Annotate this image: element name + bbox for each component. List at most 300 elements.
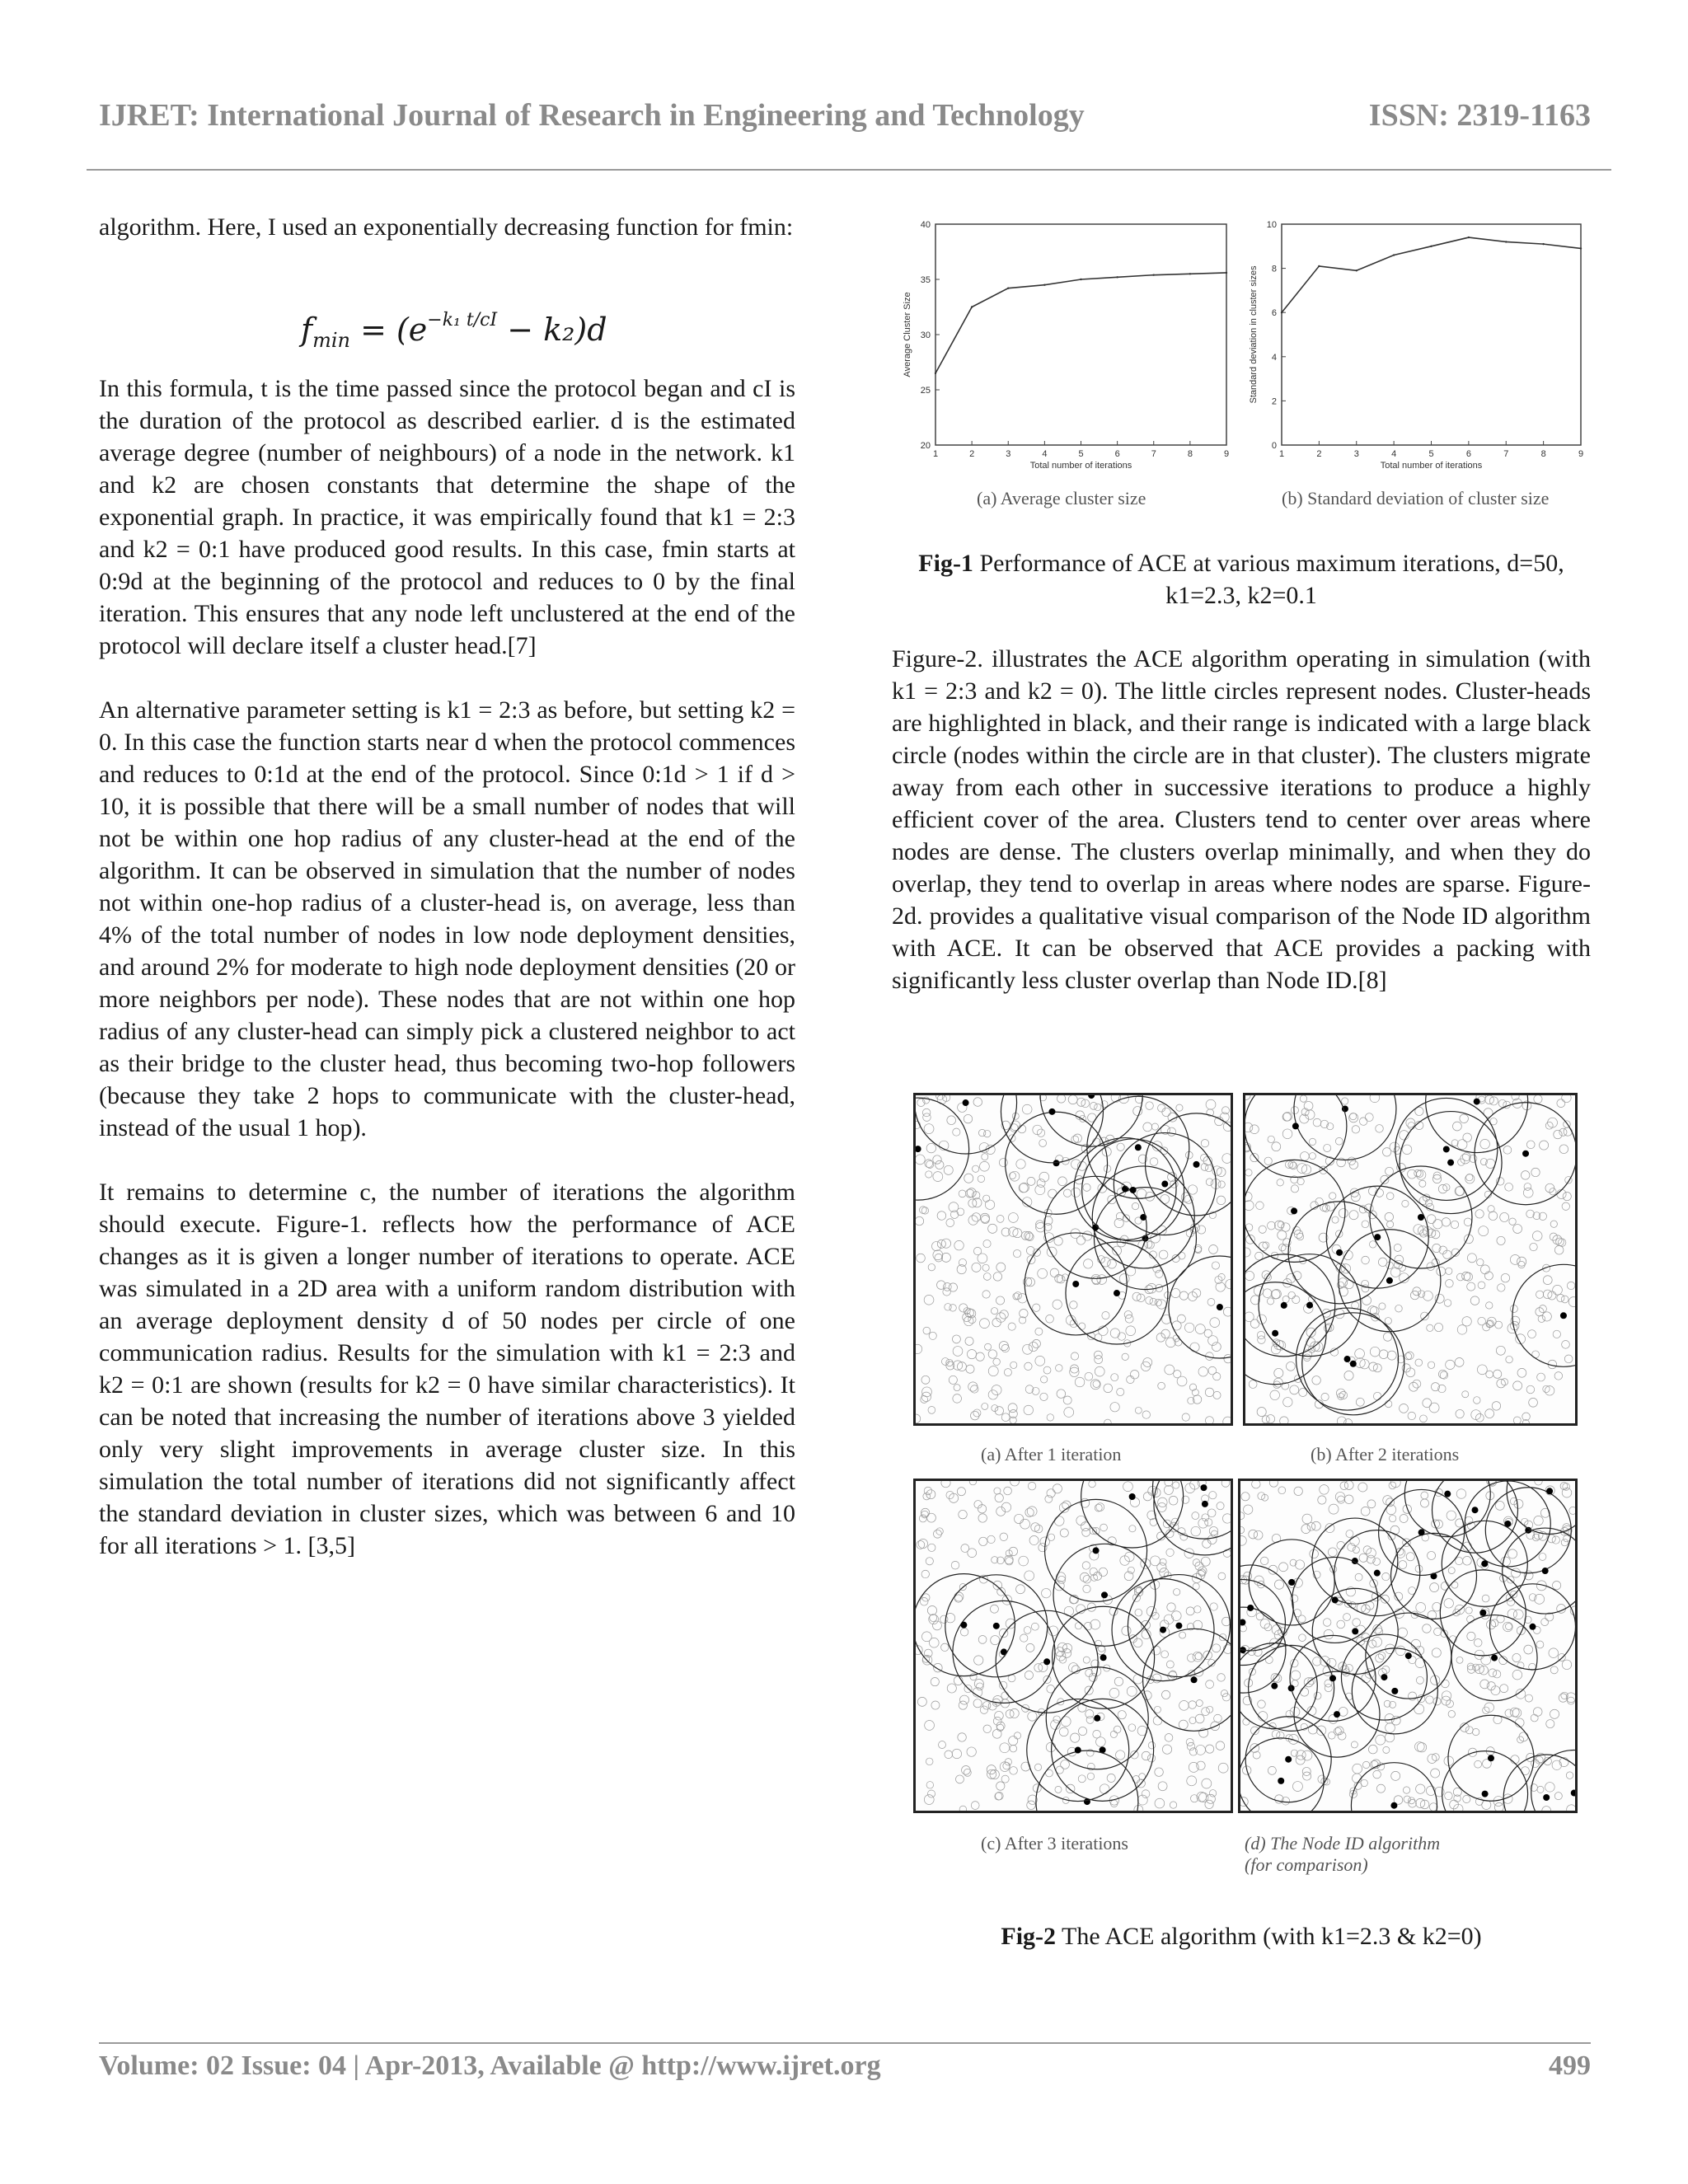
cluster-head-dot	[1285, 1756, 1292, 1763]
node-circle	[1028, 1482, 1036, 1490]
fig1-caption-text: Performance of ACE at various maximum iterations, d=50, k1=2.3, k2=0.1	[973, 550, 1564, 609]
node-circle	[1541, 1619, 1549, 1626]
node-circle	[1165, 1734, 1173, 1742]
node-circle	[1095, 1356, 1103, 1364]
node-circle	[1016, 1160, 1025, 1169]
node-circle	[1189, 1717, 1196, 1723]
node-circle	[953, 1394, 962, 1404]
node-circle	[1552, 1582, 1560, 1590]
node-circle	[959, 1510, 967, 1518]
node-circle	[933, 1172, 943, 1182]
data-point-b	[1505, 241, 1507, 242]
node-circle	[1223, 1417, 1231, 1423]
cluster-head-dot	[1100, 1654, 1107, 1661]
node-circle	[1324, 1144, 1331, 1151]
node-circle	[1082, 1562, 1090, 1569]
node-circle	[1249, 1380, 1257, 1389]
node-circle	[1216, 1282, 1225, 1291]
node-circle	[994, 1488, 1001, 1494]
node-circle	[1486, 1371, 1493, 1378]
node-circle	[1535, 1481, 1542, 1485]
data-point-b	[1468, 237, 1470, 238]
journal-title: IJRET: International Journal of Research in Engineering and Technology	[99, 98, 1085, 133]
cluster-head-dot	[1482, 1791, 1489, 1797]
node-circle	[1524, 1183, 1531, 1191]
node-circle	[1193, 1620, 1203, 1629]
node-circle	[1463, 1133, 1472, 1142]
node-circle	[1355, 1573, 1362, 1581]
node-circle	[1084, 1259, 1093, 1268]
node-circle	[1125, 1315, 1133, 1323]
node-circle	[1201, 1557, 1210, 1566]
node-circle	[1557, 1294, 1564, 1301]
node-circle	[1542, 1807, 1551, 1811]
paragraph-alternative-setting: An alternative parameter setting is k1 = 2:3 as before, but setting k2 = 0. In this case the function starts near d when the protocol commences and reduces to 0:1d at the end of the protocol. Since 0:1d > 1 if d > 10, it is possible that there will be a small number of nodes that will not be within one hop radius of any cluster-head at the end of the algorithm. It can be observed in simulation that the number of nodes not within one-hop radius of a cluster-head is, on average, less than 4% of the total number of nodes in low node deployment densities, and around 2% for moderate to high node deployment densities (20 or more neighbors per node). These nodes that are not within one hop radius of any cluster-head can simply pick a clustered neighbor to act as their bridge to the cluster head, thus becoming two-hop followers (because they take 2 hops to communicate with the cluster-head, instead of the usual 1 hop).	[99, 696, 795, 1141]
node-circle	[1373, 1770, 1381, 1779]
node-circle	[959, 1190, 966, 1197]
node-circle	[1309, 1153, 1315, 1160]
fig2-label-d-line1: (d) The Node ID algorithm	[1245, 1833, 1441, 1854]
node-circle	[1258, 1700, 1266, 1708]
node-circle	[1387, 1351, 1396, 1360]
node-circle	[1278, 1230, 1287, 1240]
node-circle	[1501, 1273, 1510, 1282]
cluster-head-dot	[1560, 1312, 1567, 1319]
node-circle	[1198, 1226, 1206, 1234]
node-circle	[1142, 1751, 1151, 1760]
node-circle	[1329, 1504, 1339, 1514]
node-circle	[1060, 1529, 1068, 1537]
formula-rhs-prefix: = (e	[360, 312, 428, 348]
cluster-head-dot	[1175, 1623, 1182, 1629]
node-circle	[1095, 1104, 1101, 1110]
node-circle	[1209, 1790, 1217, 1797]
node-circle	[1359, 1554, 1367, 1562]
x-tick-label-a: 8	[1187, 449, 1193, 459]
node-circle	[1240, 1512, 1245, 1520]
node-circle	[925, 1721, 935, 1731]
data-point-b	[1318, 265, 1320, 267]
node-circle	[1455, 1358, 1464, 1367]
node-circle	[1456, 1657, 1463, 1663]
node-circle	[1525, 1694, 1532, 1702]
node-circle	[990, 1605, 998, 1613]
node-circle	[1165, 1338, 1175, 1347]
node-circle	[978, 1254, 987, 1263]
node-circle	[1492, 1402, 1500, 1410]
node-circle	[1104, 1384, 1113, 1393]
node-circle	[1174, 1589, 1180, 1596]
fig2-label-c: (c) After 3 iterations	[981, 1833, 1128, 1854]
cluster-head-dot	[1101, 1591, 1108, 1598]
node-circle	[987, 1535, 995, 1543]
node-circle	[1083, 1585, 1090, 1592]
node-circle	[1001, 1344, 1009, 1352]
node-circle	[1070, 1301, 1077, 1309]
node-circle	[935, 1160, 944, 1169]
node-circle	[1068, 1095, 1077, 1104]
node-circle	[1438, 1184, 1447, 1193]
node-circle	[1274, 1580, 1283, 1589]
cluster-head-dot	[1443, 1146, 1450, 1152]
node-circle	[968, 1315, 976, 1323]
cluster-range-circle	[1531, 1750, 1575, 1811]
node-circle	[1198, 1367, 1207, 1376]
node-circle	[1186, 1607, 1194, 1615]
x-tick-label-a: 9	[1223, 449, 1230, 459]
node-circle	[1378, 1652, 1386, 1660]
node-circle	[1369, 1362, 1378, 1371]
cluster-head-dot	[1546, 1488, 1553, 1494]
node-circle	[1003, 1762, 1010, 1769]
node-circle	[1512, 1670, 1522, 1680]
node-circle	[964, 1114, 972, 1122]
node-circle	[1213, 1391, 1221, 1399]
node-circle	[1090, 1102, 1097, 1109]
y-tick-label-a: 20	[920, 441, 931, 451]
node-circle	[1550, 1709, 1559, 1718]
cluster-head-dot	[1240, 1619, 1245, 1626]
node-circle	[1157, 1502, 1166, 1511]
node-circle	[1356, 1398, 1364, 1406]
node-circle	[1083, 1183, 1090, 1191]
cluster-range-circle	[916, 1098, 969, 1200]
node-circle	[1526, 1141, 1535, 1149]
node-circle	[997, 1587, 1006, 1596]
node-circle	[1109, 1688, 1119, 1698]
node-circle	[978, 1129, 985, 1136]
node-circle	[1000, 1762, 1010, 1772]
node-circle	[1517, 1368, 1526, 1377]
node-circle	[1143, 1358, 1152, 1367]
node-circle	[993, 1717, 1001, 1725]
node-circle	[957, 1208, 964, 1216]
node-circle	[1367, 1500, 1376, 1508]
node-circle	[1122, 1626, 1131, 1635]
node-circle	[928, 1407, 935, 1414]
node-circle	[917, 1697, 926, 1706]
node-circle	[1562, 1488, 1572, 1497]
series-line-a	[935, 273, 1226, 373]
node-circle	[1138, 1240, 1148, 1250]
node-circle	[1064, 1408, 1074, 1418]
y-tick-label-a: 35	[920, 275, 931, 285]
node-circle	[1151, 1556, 1160, 1566]
x-tick-label-a: 2	[969, 449, 975, 459]
node-circle	[1301, 1525, 1311, 1534]
node-circle	[1537, 1373, 1545, 1381]
node-circle	[1116, 1750, 1125, 1760]
node-circle	[1500, 1212, 1509, 1221]
node-circle	[1415, 1359, 1423, 1366]
node-circle	[1244, 1505, 1253, 1514]
node-circle	[1164, 1615, 1174, 1624]
node-circle	[1316, 1726, 1325, 1735]
node-circle	[1532, 1231, 1542, 1241]
node-circle	[1466, 1174, 1473, 1180]
node-circle	[1379, 1303, 1386, 1310]
node-circle	[1300, 1688, 1308, 1696]
node-circle	[1562, 1095, 1571, 1103]
node-circle	[968, 1382, 978, 1391]
node-circle	[944, 1165, 953, 1174]
cluster-head-dot	[1329, 1675, 1336, 1681]
node-circle	[1443, 1184, 1450, 1191]
node-circle	[1385, 1400, 1391, 1407]
node-circle	[982, 1264, 989, 1271]
node-circle	[1498, 1099, 1506, 1107]
node-circle	[1161, 1651, 1169, 1658]
node-circle	[996, 1782, 1005, 1790]
node-circle	[1034, 1764, 1041, 1770]
node-circle	[1304, 1101, 1313, 1110]
node-circle	[1448, 1568, 1455, 1574]
node-circle	[1491, 1619, 1498, 1627]
node-circle	[1076, 1516, 1085, 1525]
node-circle	[1489, 1212, 1498, 1221]
data-point-a	[1080, 279, 1081, 280]
node-circle	[1210, 1318, 1220, 1328]
node-circle	[1033, 1304, 1040, 1311]
node-circle	[1135, 1407, 1142, 1413]
node-circle	[1372, 1637, 1382, 1647]
node-circle	[1416, 1676, 1423, 1684]
node-circle	[1383, 1746, 1390, 1753]
node-circle	[1346, 1530, 1353, 1538]
cluster-head-dot	[1247, 1605, 1254, 1611]
node-circle	[1386, 1167, 1394, 1175]
data-point-b	[1393, 254, 1395, 255]
node-circle	[1048, 1534, 1054, 1540]
data-point-a	[935, 373, 936, 374]
node-circle	[967, 1747, 976, 1756]
node-circle	[1264, 1157, 1272, 1165]
y-tick-label-b: 2	[1271, 396, 1277, 407]
node-circle	[1385, 1318, 1391, 1324]
node-circle	[1526, 1385, 1535, 1394]
node-circle	[1437, 1267, 1446, 1276]
node-circle	[1562, 1202, 1569, 1210]
node-circle	[1182, 1413, 1189, 1421]
node-circle	[1150, 1158, 1158, 1166]
node-circle	[923, 1113, 931, 1122]
node-circle	[1539, 1553, 1546, 1560]
node-circle	[1457, 1325, 1466, 1334]
node-circle	[1038, 1268, 1048, 1278]
node-circle	[1442, 1691, 1451, 1700]
node-circle	[1445, 1792, 1452, 1799]
y-tick-label-a: 30	[920, 330, 931, 340]
node-circle	[1150, 1298, 1156, 1305]
node-circle	[1538, 1315, 1545, 1322]
node-circle	[1294, 1487, 1302, 1495]
node-circle	[959, 1701, 967, 1709]
node-circle	[1192, 1289, 1200, 1297]
node-circle	[936, 1528, 943, 1535]
node-circle	[978, 1635, 987, 1643]
node-circle	[1212, 1644, 1221, 1652]
node-circle	[1155, 1299, 1161, 1305]
node-circle	[1550, 1666, 1558, 1674]
node-circle	[1390, 1142, 1400, 1152]
node-circle	[967, 1349, 976, 1358]
node-circle	[1506, 1356, 1513, 1363]
node-circle	[1221, 1481, 1230, 1487]
sim-panel-c	[913, 1479, 1233, 1813]
node-circle	[1080, 1572, 1089, 1582]
node-circle	[1122, 1353, 1128, 1360]
node-circle	[1162, 1690, 1170, 1699]
cluster-head-dot	[1418, 1529, 1425, 1535]
node-circle	[1226, 1279, 1231, 1288]
node-circle	[999, 1159, 1007, 1167]
node-circle	[1292, 1296, 1300, 1303]
node-circle	[1001, 1413, 1010, 1422]
node-circle	[1373, 1392, 1381, 1400]
node-circle	[1383, 1333, 1391, 1341]
node-circle	[1217, 1196, 1225, 1204]
node-circle	[1381, 1175, 1389, 1183]
node-circle	[1240, 1526, 1245, 1534]
node-circle	[1414, 1704, 1424, 1714]
node-circle	[1291, 1671, 1300, 1680]
node-circle	[1245, 1169, 1252, 1176]
node-circle	[1201, 1164, 1208, 1171]
node-circle	[1173, 1482, 1179, 1488]
node-circle	[1378, 1258, 1386, 1266]
node-circle	[945, 1304, 951, 1310]
node-circle	[993, 1581, 1002, 1590]
figure-1	[898, 216, 1591, 513]
node-circle	[1526, 1210, 1535, 1218]
node-circle	[1428, 1551, 1436, 1559]
node-circle	[1195, 1714, 1204, 1723]
node-circle	[1432, 1174, 1441, 1183]
node-circle	[1083, 1231, 1092, 1240]
node-circle	[949, 1376, 957, 1384]
y-axis-label-b: Standard deviation in cluster sizes	[1249, 265, 1259, 404]
x-tick-label-a: 4	[1042, 449, 1048, 459]
node-circle	[1415, 1565, 1423, 1572]
node-circle	[1071, 1352, 1078, 1360]
cluster-head-dot	[1193, 1161, 1200, 1168]
cluster-head-dot	[1271, 1683, 1278, 1690]
node-circle	[1083, 1575, 1091, 1583]
node-circle	[1209, 1245, 1218, 1254]
node-circle	[954, 1240, 964, 1249]
node-circle	[1000, 1310, 1009, 1319]
node-circle	[1335, 1230, 1343, 1238]
node-circle	[1142, 1411, 1150, 1418]
node-circle	[1020, 1309, 1028, 1317]
node-circle	[1456, 1409, 1464, 1418]
node-circle	[1010, 1361, 1017, 1368]
x-axis-label-b: Total number of iterations	[1380, 461, 1483, 471]
node-circle	[924, 1795, 934, 1805]
node-circle	[1278, 1221, 1284, 1228]
node-circle	[1512, 1095, 1519, 1100]
node-circle	[1342, 1098, 1348, 1104]
node-circle	[1537, 1786, 1544, 1793]
node-circle	[1123, 1482, 1133, 1492]
node-circle	[1100, 1524, 1108, 1531]
node-circle	[1019, 1556, 1029, 1566]
cluster-head-dot	[916, 1146, 921, 1152]
node-circle	[1188, 1185, 1197, 1194]
node-circle	[1396, 1646, 1406, 1656]
node-circle	[995, 1493, 1003, 1502]
node-circle	[1505, 1183, 1513, 1191]
cluster-head-dot	[1043, 1658, 1050, 1665]
node-circle	[1063, 1189, 1071, 1197]
node-circle	[979, 1319, 989, 1329]
node-circle	[1299, 1634, 1306, 1642]
node-circle	[1531, 1168, 1540, 1176]
node-circle	[919, 1515, 926, 1522]
node-circle	[1337, 1496, 1344, 1503]
node-circle	[937, 1281, 946, 1290]
node-circle	[1561, 1296, 1568, 1303]
node-circle	[1339, 1209, 1348, 1218]
node-circle	[1474, 1397, 1481, 1404]
node-circle	[1389, 1482, 1396, 1489]
cluster-head-dot	[1122, 1186, 1128, 1193]
node-circle	[1131, 1750, 1139, 1759]
node-circle	[1510, 1321, 1519, 1330]
node-circle	[1092, 1277, 1100, 1285]
node-circle	[1343, 1614, 1351, 1621]
node-circle	[933, 1155, 941, 1164]
chart-std-deviation	[1245, 216, 1591, 480]
node-circle	[1206, 1680, 1214, 1689]
node-circle	[1166, 1661, 1174, 1668]
cluster-head-dot	[1491, 1655, 1498, 1661]
node-circle	[931, 1678, 939, 1686]
node-circle	[1071, 1188, 1081, 1197]
node-circle	[1014, 1732, 1020, 1739]
node-circle	[1567, 1697, 1574, 1704]
node-circle	[1495, 1321, 1503, 1329]
node-circle	[1157, 1563, 1166, 1572]
node-circle	[1472, 1728, 1479, 1735]
node-circle	[1253, 1751, 1260, 1759]
node-circle	[1309, 1138, 1315, 1145]
node-circle	[1443, 1250, 1451, 1258]
node-circle	[1332, 1216, 1339, 1223]
node-circle	[972, 1213, 981, 1222]
node-circle	[1495, 1501, 1504, 1510]
node-circle	[1427, 1215, 1436, 1224]
node-circle	[1272, 1289, 1281, 1298]
node-circle	[1290, 1385, 1299, 1394]
formula-lhs-sub: min	[312, 329, 350, 352]
node-circle	[991, 1636, 1000, 1645]
node-circle	[1497, 1379, 1506, 1388]
node-circle	[971, 1802, 979, 1810]
node-circle	[953, 1347, 963, 1357]
node-circle	[1394, 1244, 1401, 1251]
node-circle	[1218, 1763, 1228, 1773]
x-tick-label-b: 5	[1428, 449, 1434, 459]
node-circle	[1529, 1398, 1538, 1407]
node-circle	[1288, 1291, 1295, 1298]
node-circle	[1020, 1519, 1030, 1529]
node-circle	[1355, 1349, 1365, 1359]
node-circle	[978, 1514, 987, 1522]
node-circle	[1376, 1735, 1386, 1745]
node-circle	[1223, 1307, 1231, 1316]
node-circle	[1540, 1141, 1549, 1150]
